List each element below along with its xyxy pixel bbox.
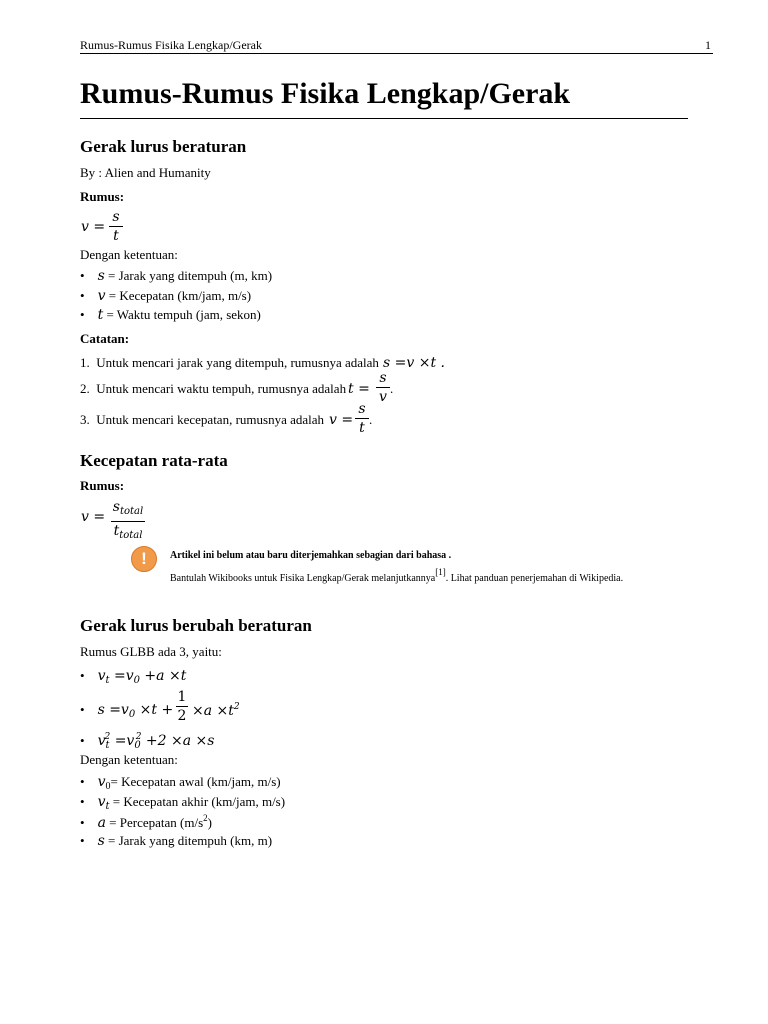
notice-text: Artikel ini belum atau baru diterjemahkan sebagian dari bahasa . [170,550,452,561]
ketentuan-label: Dengan ketentuan: [80,247,178,262]
ketentuan-label: Dengan ketentuan: [80,752,178,767]
rumus-label: Rumus: [80,478,125,493]
list-item: • v = Kecepatan (km/jam, m/s) [80,288,252,304]
page-title: Rumus-Rumus Fisika Lengkap/Gerak [80,77,571,110]
page-number: 1 [705,38,711,52]
header-rule [80,53,713,54]
note-item: 2. Untuk mencari waktu tempuh, rumusnya adalah [80,381,347,396]
title-rule [80,118,688,119]
section-heading-glbb: Gerak lurus berubah beraturan [80,616,312,635]
running-header-title: Rumus-Rumus Fisika Lengkap/Gerak [80,38,262,52]
rumus-label: Rumus: [80,189,125,204]
note-item: 1. Untuk mencari jarak yang ditempuh, rumusnya adalah [80,355,379,370]
glbb-intro: Rumus GLBB ada 3, yaitu: [80,644,222,659]
reference-link[interactable]: [1] [435,567,446,577]
section-heading-kecepatan: Kecepatan rata-rata [80,451,228,470]
list-item: • $s =v_0 \times t$ + [80,702,174,720]
list-item: • s = Jarak yang ditempuh (km, m) [80,833,273,849]
list-item: • $v_t^2 =v_0^2 +2 \times a \times s$ [80,732,215,751]
formula-s-equals-v-times-t: s =v ×t . [383,355,445,371]
list-item: • t = Waktu tempuh (jam, sekon) [80,307,261,323]
warning-icon: ! [131,546,157,572]
notice-line: Bantulah Wikibooks untuk Fisika Lengkap/Gerak melanjutkannya[1]. Lihat panduan penerjemahan di Wikipedia. [170,567,624,584]
list-item: • s = Jarak yang ditempuh (m, km) [80,268,273,284]
note-item: 3. Untuk mencari kecepatan, rumusnya adalah [80,412,325,427]
author-line: By : Alien and Humanity [80,165,211,180]
list-item: • $v_t$ = Kecepatan akhir (km/jam, m/s) [80,794,286,812]
section-heading-glb: Gerak lurus beraturan [80,137,247,156]
list-item: • $v_t =v_0 +a \times t$ [80,668,187,686]
list-item: • a = Percepatan $(m/s^2)$ [80,813,212,831]
list-item: • $v_0=$ Kecepatan awal (km/jam, m/s) [80,774,281,792]
catatan-label: Catatan: [80,331,130,346]
